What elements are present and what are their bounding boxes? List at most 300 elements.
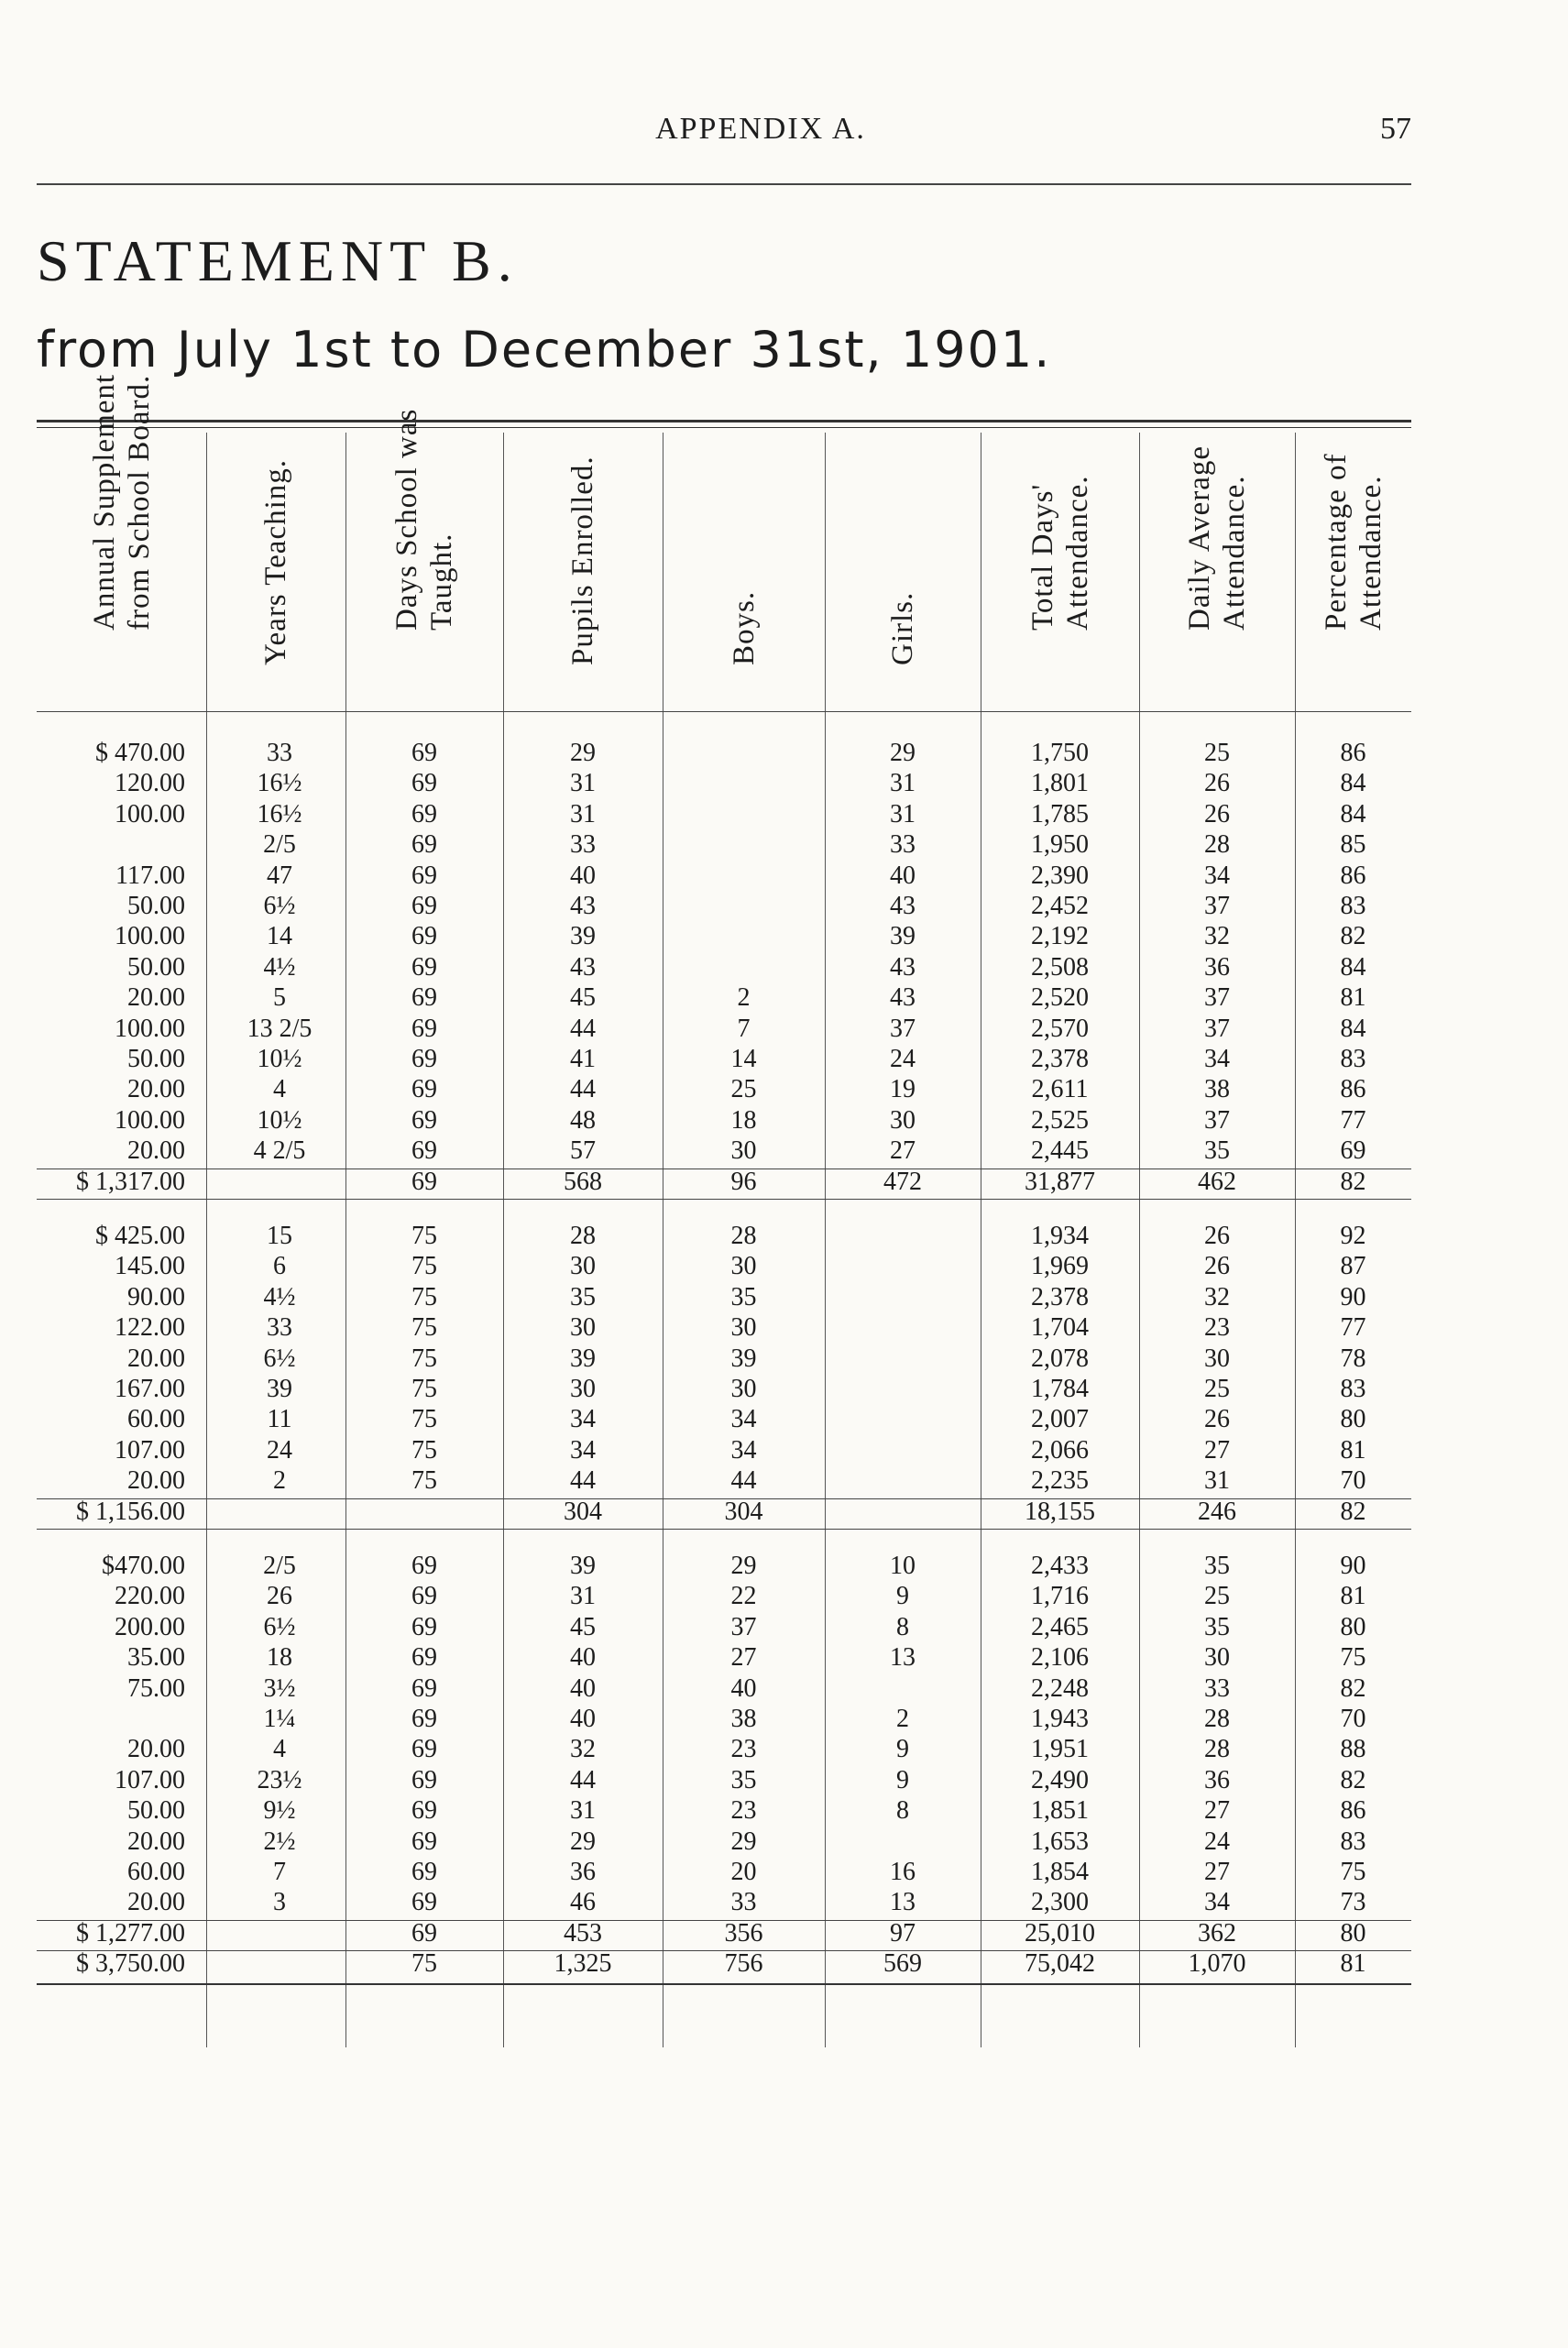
table-row — [37, 1612, 1411, 1642]
header-bottom-rule — [37, 711, 1411, 712]
table-cell: 82 — [1340, 922, 1366, 951]
table-cell: 6½ — [263, 1344, 296, 1373]
table-cell: 28 — [1204, 1735, 1230, 1764]
table-cell: 362 — [1198, 1918, 1236, 1948]
grand-total-row — [37, 1948, 1411, 1979]
column-header — [345, 408, 503, 708]
table-cell: 30 — [730, 1375, 757, 1403]
table-cell: 84 — [1340, 769, 1366, 798]
table-cell: 2 — [273, 1466, 286, 1496]
table-cell: 39 — [570, 1344, 596, 1373]
table-cell: 2,611 — [1031, 1075, 1089, 1104]
subtotal-row — [37, 1167, 1411, 1197]
table-cell: 1,950 — [1031, 830, 1089, 860]
table-cell: 5 — [273, 983, 286, 1013]
table-cell: 69 — [1340, 1136, 1366, 1166]
table-row — [37, 1374, 1411, 1404]
table-cell: 50.00 — [127, 1045, 185, 1073]
table-cell: 2½ — [263, 1827, 296, 1856]
table-cell: 37 — [1204, 892, 1230, 920]
table-cell: 1,704 — [1031, 1313, 1089, 1343]
table-cell: 28 — [730, 1222, 757, 1250]
column-header-label: Days School was Taught. — [390, 408, 458, 631]
table-cell: 3 — [273, 1888, 286, 1917]
table-cell: 30 — [570, 1313, 596, 1343]
table-cell: 120.00 — [115, 769, 185, 798]
table-cell: 4 2/5 — [253, 1136, 306, 1166]
table-cell: 82 — [1340, 1673, 1366, 1703]
table-cell: 75 — [411, 1405, 437, 1434]
table-cell: 35 — [1204, 1612, 1230, 1641]
table-cell: 472 — [883, 1167, 922, 1196]
table-cell — [211, 1167, 348, 1197]
table-cell: 25 — [1204, 739, 1230, 767]
table-cell: 14 — [730, 1045, 757, 1073]
table-cell: 2,078 — [1031, 1344, 1089, 1373]
table-cell: 41 — [570, 1045, 596, 1073]
table-cell: 75 — [411, 1466, 437, 1496]
table-cell: 30 — [730, 1313, 757, 1343]
table-cell: 2,520 — [1031, 983, 1089, 1013]
column-header-label: Total Days' Attendance. — [1025, 475, 1094, 631]
table-cell: 569 — [883, 1949, 922, 1979]
table-cell: 32 — [1204, 1282, 1230, 1311]
table-cell: 69 — [411, 1045, 437, 1073]
table-cell: 2,465 — [1031, 1612, 1089, 1641]
table-cell: 31 — [570, 1796, 596, 1826]
table-cell: 44 — [730, 1466, 757, 1496]
table-cell: 13 — [890, 1888, 916, 1917]
table-cell: 28 — [570, 1222, 596, 1250]
table-row — [37, 1435, 1411, 1465]
table-cell: 3½ — [263, 1673, 296, 1703]
table-cell: 20.00 — [127, 1466, 185, 1496]
table-cell: 35 — [730, 1765, 757, 1794]
table-cell: 75 — [411, 1222, 437, 1250]
table-cell: 40 — [730, 1673, 757, 1703]
table-cell: 9½ — [263, 1796, 296, 1826]
table-cell: 69 — [411, 769, 437, 798]
table-cell: 81 — [1340, 1435, 1366, 1465]
table-row — [37, 1251, 1411, 1281]
table-cell: 18,155 — [1025, 1497, 1095, 1526]
table-cell: 69 — [411, 892, 437, 920]
table-cell: 29 — [890, 739, 916, 767]
table-row — [37, 829, 1411, 860]
table-cell: 32 — [570, 1735, 596, 1764]
table-cell: 9 — [896, 1735, 909, 1764]
table-cell: 25 — [1204, 1375, 1230, 1403]
table-cell: 69 — [411, 1765, 437, 1794]
table-cell: 356 — [724, 1918, 763, 1948]
table-cell: 9 — [896, 1765, 909, 1794]
table-cell: 1,801 — [1031, 769, 1089, 798]
table-cell: 37 — [1204, 1014, 1230, 1043]
table-cell: 1,943 — [1031, 1705, 1089, 1733]
table-cell: 33 — [890, 830, 916, 860]
table-cell: 44 — [570, 1765, 596, 1794]
table-cell: 304 — [724, 1497, 763, 1526]
column-header — [1139, 433, 1295, 708]
column-header — [37, 373, 206, 708]
table-cell: 33 — [267, 739, 292, 767]
table-cell: 117.00 — [115, 861, 185, 890]
table-cell: 35.00 — [127, 1643, 185, 1673]
table-cell — [37, 1704, 185, 1734]
table-row — [37, 1795, 1411, 1826]
table-cell — [663, 952, 825, 982]
column-header — [981, 433, 1139, 708]
table-cell: $ 3,750.00 — [76, 1949, 185, 1979]
table-cell: $ 1,156.00 — [76, 1497, 185, 1526]
table-cell — [825, 1497, 981, 1527]
table-cell: 34 — [1204, 1888, 1230, 1917]
table-cell — [211, 1948, 348, 1979]
table-cell: 45 — [570, 1612, 596, 1641]
table-cell — [663, 768, 825, 798]
table-cell: 30 — [1204, 1643, 1230, 1673]
table-cell: 304 — [564, 1497, 602, 1526]
table-cell — [663, 921, 825, 951]
table-cell: 83 — [1340, 1375, 1366, 1403]
table-row — [37, 1074, 1411, 1104]
table-cell: 2,106 — [1031, 1643, 1089, 1673]
table-cell: 4½ — [263, 1282, 296, 1311]
subtotal-row — [37, 1497, 1411, 1527]
table-row — [37, 1673, 1411, 1704]
table-row — [37, 1105, 1411, 1136]
table-cell: 69 — [411, 952, 437, 982]
table-cell — [825, 1827, 981, 1857]
table-row — [37, 861, 1411, 891]
column-header-label: Girls. — [886, 591, 919, 665]
table-cell: 69 — [411, 1014, 437, 1043]
table-cell: 69 — [411, 1136, 437, 1166]
table-cell: 69 — [411, 922, 437, 951]
table-cell: 83 — [1340, 1045, 1366, 1073]
table-cell — [825, 1465, 981, 1496]
table-cell: 31 — [570, 769, 596, 798]
table-cell: 246 — [1198, 1497, 1236, 1526]
table-cell: 2,445 — [1031, 1136, 1089, 1166]
table-cell: 20.00 — [127, 1075, 185, 1104]
table-cell: 28 — [1204, 830, 1230, 860]
table-cell: 6 — [273, 1252, 286, 1281]
table-cell: 35 — [570, 1282, 596, 1311]
table-cell: 2,300 — [1031, 1888, 1089, 1917]
table-cell: 75 — [411, 1435, 437, 1465]
table-cell: 37 — [730, 1612, 757, 1641]
table-cell: 167.00 — [115, 1375, 185, 1403]
table-cell: 47 — [267, 861, 292, 890]
table-cell — [663, 829, 825, 860]
table-cell: 75 — [411, 1313, 437, 1343]
table-cell: 100.00 — [115, 799, 185, 828]
table-cell: 1¼ — [263, 1705, 296, 1733]
table-row — [37, 1827, 1411, 1857]
table-cell: 75 — [411, 1344, 437, 1373]
table-cell — [825, 1673, 981, 1704]
column-header — [825, 433, 981, 708]
table-cell: 92 — [1340, 1222, 1366, 1250]
table-cell: 20.00 — [127, 983, 185, 1013]
table-row — [37, 1136, 1411, 1166]
table-row — [37, 1642, 1411, 1673]
table-cell — [663, 799, 825, 829]
table-row — [37, 1344, 1411, 1374]
table-cell: 220.00 — [115, 1582, 185, 1611]
table-cell: 18 — [267, 1643, 292, 1673]
table-cell: 60.00 — [127, 1858, 185, 1886]
table-cell: 29 — [570, 1827, 596, 1856]
table-cell: 77 — [1340, 1313, 1366, 1343]
table-cell: 35 — [1204, 1136, 1230, 1166]
table-cell: 69 — [411, 1858, 437, 1886]
table-cell: 2 — [737, 983, 751, 1013]
table-cell: 69 — [411, 1735, 437, 1764]
table-cell: 75 — [1340, 1643, 1366, 1673]
table-cell: 69 — [411, 1827, 437, 1856]
table-cell: 69 — [411, 739, 437, 767]
table-cell: 1,325 — [554, 1949, 612, 1979]
table-cell: 97 — [890, 1918, 916, 1948]
table-cell — [345, 1497, 503, 1527]
table-cell: 122.00 — [115, 1313, 185, 1343]
table-cell: 31 — [1204, 1466, 1230, 1496]
table-row — [37, 1404, 1411, 1434]
table-cell: 7 — [737, 1014, 751, 1043]
column-header — [206, 433, 345, 708]
table-cell: 31,877 — [1025, 1167, 1095, 1196]
column-header-label: Years Teaching. — [259, 458, 292, 665]
table-cell: 24 — [890, 1045, 916, 1073]
table-cell: 82 — [1340, 1497, 1366, 1526]
table-cell: 33 — [267, 1313, 292, 1343]
table-cell: 69 — [411, 1612, 437, 1641]
table-cell: 2,192 — [1031, 922, 1089, 951]
table-cell: 69 — [411, 1705, 437, 1733]
table-cell: 31 — [890, 769, 916, 798]
table-cell: 4 — [273, 1735, 286, 1764]
table-cell: 22 — [730, 1582, 757, 1611]
header-rule — [37, 183, 1411, 185]
column-header-label: Daily Average Attendance. — [1183, 444, 1251, 631]
group-end-rule — [37, 1529, 1411, 1530]
table-row — [37, 738, 1411, 768]
table-cell: 38 — [730, 1705, 757, 1733]
table-cell: 453 — [564, 1918, 602, 1948]
table-cell: 69 — [411, 1888, 437, 1917]
table-cell: 18 — [730, 1105, 757, 1135]
table-cell: 34 — [1204, 1045, 1230, 1073]
table-cell: 756 — [724, 1949, 763, 1979]
table-cell — [663, 738, 825, 768]
table-cell: 81 — [1340, 1582, 1366, 1611]
table-cell: 4½ — [263, 952, 296, 982]
table-cell: 26 — [1204, 799, 1230, 828]
table-cell: 26 — [267, 1582, 292, 1611]
table-cell: 27 — [1204, 1435, 1230, 1465]
table-cell: 2,452 — [1031, 892, 1089, 920]
table-cell: 7 — [273, 1858, 286, 1886]
table-cell: 2,390 — [1031, 861, 1089, 890]
table-cell: 25,010 — [1025, 1918, 1095, 1948]
table-cell — [825, 1374, 981, 1404]
table-cell: 86 — [1340, 1075, 1366, 1104]
table-cell: $ 1,277.00 — [76, 1918, 185, 1948]
table-cell: 33 — [570, 830, 596, 860]
table-cell: 34 — [730, 1405, 757, 1434]
table-cell: 1,951 — [1031, 1735, 1089, 1764]
table-cell: 1,653 — [1031, 1827, 1089, 1856]
column-header-label: Pupils Enrolled. — [566, 455, 599, 665]
table-cell: 2 — [896, 1705, 909, 1733]
table-cell: 39 — [730, 1344, 757, 1373]
table-cell: 2,378 — [1031, 1282, 1089, 1311]
table-cell: 40 — [570, 1673, 596, 1703]
table-cell: 10 — [890, 1552, 916, 1580]
table-cell: 20.00 — [127, 1827, 185, 1856]
table-cell: 80 — [1340, 1612, 1366, 1641]
table-cell: 40 — [890, 861, 916, 890]
table-cell: 29 — [570, 739, 596, 767]
table-row — [37, 1221, 1411, 1251]
table-cell: 70 — [1340, 1466, 1366, 1496]
table-cell: 26 — [1204, 769, 1230, 798]
table-cell: 69 — [411, 1796, 437, 1826]
table-cell: 86 — [1340, 739, 1366, 767]
table-cell: 85 — [1340, 830, 1366, 860]
table-cell: 4 — [273, 1075, 286, 1104]
table-cell: 40 — [570, 861, 596, 890]
table-cell: 13 2/5 — [247, 1014, 313, 1043]
table-cell: 16 — [890, 1858, 916, 1886]
table-cell: 77 — [1340, 1105, 1366, 1135]
table-cell: 37 — [1204, 983, 1230, 1013]
table-cell: 48 — [570, 1105, 596, 1135]
table-cell: 27 — [730, 1643, 757, 1673]
table-cell — [211, 1918, 348, 1948]
table-cell: 27 — [890, 1136, 916, 1166]
table-cell: 69 — [411, 1167, 437, 1196]
table-row — [37, 1704, 1411, 1734]
table-cell: $470.00 — [102, 1552, 185, 1580]
table-cell: 23 — [730, 1735, 757, 1764]
table-cell: 90 — [1340, 1282, 1366, 1311]
table-cell: 35 — [730, 1282, 757, 1311]
statement-title: STATEMENT B. — [37, 228, 519, 293]
table-cell: 33 — [1204, 1673, 1230, 1703]
table-cell — [825, 1435, 981, 1465]
table-cell: 8 — [896, 1612, 909, 1641]
table-cell: 8 — [896, 1796, 909, 1826]
table-cell: 2/5 — [263, 1552, 296, 1580]
table-cell: 39 — [890, 922, 916, 951]
table-cell: 200.00 — [115, 1612, 185, 1641]
table-cell: 80 — [1340, 1405, 1366, 1434]
table-cell: 30 — [570, 1252, 596, 1281]
table-cell — [825, 1251, 981, 1281]
subtotal-row — [37, 1918, 1411, 1948]
table-cell: 50.00 — [127, 952, 185, 982]
table-cell: $ 425.00 — [95, 1222, 185, 1250]
table-cell: 34 — [570, 1405, 596, 1434]
table-cell: 30 — [730, 1252, 757, 1281]
table-cell: 69 — [411, 799, 437, 828]
table-cell: 43 — [890, 952, 916, 982]
table-row — [37, 891, 1411, 921]
table-cell: 90 — [1340, 1552, 1366, 1580]
table-cell: 100.00 — [115, 922, 185, 951]
table-row — [37, 1857, 1411, 1887]
table-cell: 84 — [1340, 952, 1366, 982]
table-cell — [825, 1404, 981, 1434]
table-row — [37, 1014, 1411, 1044]
table-cell: 13 — [890, 1643, 916, 1673]
table-cell: 37 — [1204, 1105, 1230, 1135]
table-cell: 31 — [570, 799, 596, 828]
table-cell: 31 — [570, 1582, 596, 1611]
table-cell: 100.00 — [115, 1105, 185, 1135]
table-cell — [825, 1312, 981, 1343]
table-row — [37, 982, 1411, 1013]
table-row — [37, 1734, 1411, 1764]
table-cell: 69 — [411, 1643, 437, 1673]
table-cell: 2,490 — [1031, 1765, 1089, 1794]
table-cell: 36 — [1204, 1765, 1230, 1794]
table-cell: 80 — [1340, 1918, 1366, 1948]
table-cell: 27 — [1204, 1858, 1230, 1886]
table-cell: 2,248 — [1031, 1673, 1089, 1703]
table-cell: 2,066 — [1031, 1435, 1089, 1465]
table-cell: $ 470.00 — [95, 739, 185, 767]
table-cell: 25 — [1204, 1582, 1230, 1611]
table-cell: 40 — [570, 1705, 596, 1733]
table-cell: 35 — [1204, 1552, 1230, 1580]
table-cell: 44 — [570, 1466, 596, 1496]
table-cell: 88 — [1340, 1735, 1366, 1764]
table-cell: 29 — [730, 1827, 757, 1856]
table-cell: 24 — [1204, 1827, 1230, 1856]
table-cell: 90.00 — [127, 1282, 185, 1311]
table-cell: 34 — [570, 1435, 596, 1465]
table-bottom-rule — [37, 1983, 1411, 1985]
table-cell: 69 — [411, 1552, 437, 1580]
table-cell: 75,042 — [1025, 1949, 1095, 1979]
table-cell: 33 — [730, 1888, 757, 1917]
table-cell: 2,433 — [1031, 1552, 1089, 1580]
table-cell: 1,851 — [1031, 1796, 1089, 1826]
table-cell: 30 — [730, 1136, 757, 1166]
table-cell: 81 — [1340, 1949, 1366, 1979]
table-cell: 2,508 — [1031, 952, 1089, 982]
table-cell: 462 — [1198, 1167, 1236, 1196]
table-cell: 20.00 — [127, 1344, 185, 1373]
table-cell: 69 — [411, 830, 437, 860]
table-cell: 86 — [1340, 861, 1366, 890]
table-cell: 1,969 — [1031, 1252, 1089, 1281]
table-row — [37, 1551, 1411, 1581]
table-cell: 20.00 — [127, 1888, 185, 1917]
table-cell: 31 — [890, 799, 916, 828]
column-header-label: Boys. — [727, 590, 761, 665]
table-cell: 69 — [411, 1582, 437, 1611]
table-cell: 50.00 — [127, 892, 185, 920]
table-cell: 69 — [411, 1673, 437, 1703]
table-cell: 75.00 — [127, 1673, 185, 1703]
table-cell: 1,750 — [1031, 739, 1089, 767]
table-cell: 86 — [1340, 1796, 1366, 1826]
